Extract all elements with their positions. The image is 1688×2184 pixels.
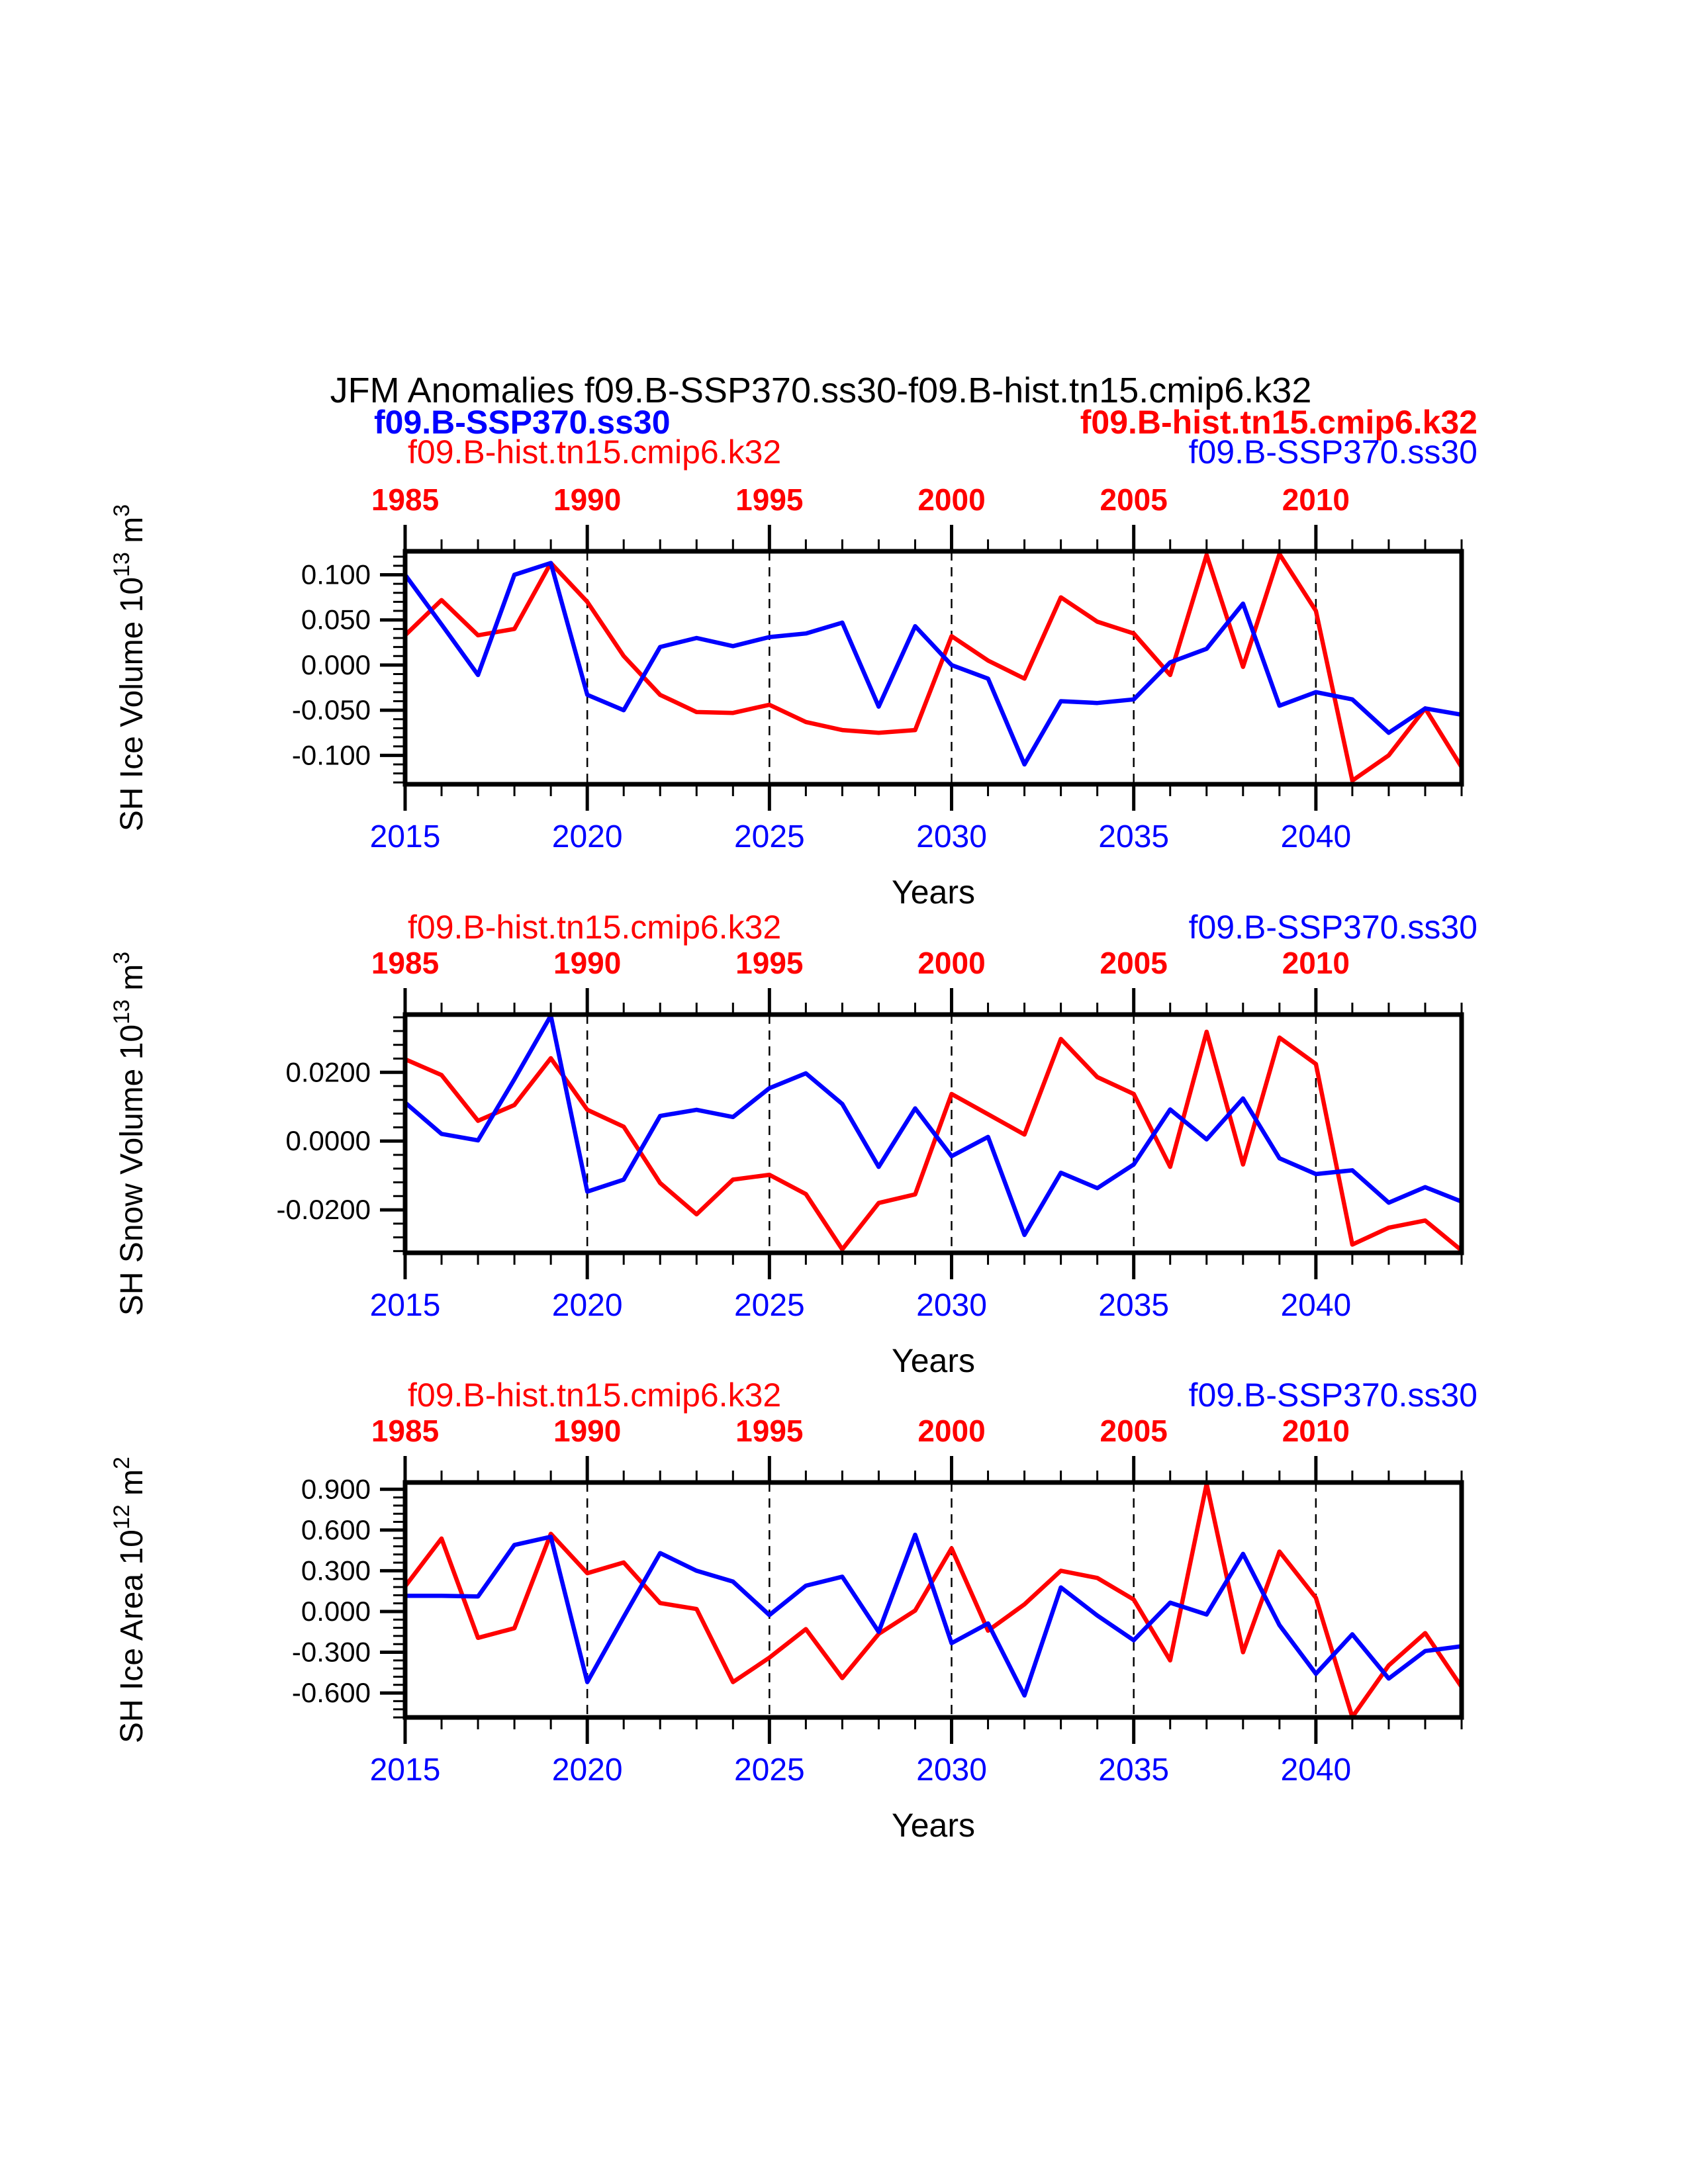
top-year-label-2010: 2010 <box>1282 482 1350 517</box>
legend-hist-row2: f09.B-hist.tn15.cmip6.k32 <box>408 1377 782 1414</box>
top-year-label-2010: 2010 <box>1282 1414 1350 1448</box>
top-year-label-2005: 2005 <box>1100 946 1168 980</box>
top-year-label-1985: 1985 <box>371 482 440 517</box>
x-axis-title: Years <box>891 1807 976 1844</box>
top-year-label-1985: 1985 <box>371 1414 440 1448</box>
y-tick-label-0.0200: 0.0200 <box>285 1056 371 1088</box>
top-year-label-1990: 1990 <box>553 482 622 517</box>
top-year-label-2000: 2000 <box>917 1414 986 1448</box>
bottom-year-label-2020: 2020 <box>551 819 623 854</box>
bottom-year-label-2040: 2040 <box>1280 1288 1352 1323</box>
top-year-label-2000: 2000 <box>917 946 986 980</box>
bottom-year-label-2025: 2025 <box>733 1288 805 1323</box>
y-tick-label--0.300: -0.300 <box>291 1636 371 1668</box>
bottom-year-label-2025: 2025 <box>733 1752 805 1788</box>
top-year-label-2010: 2010 <box>1282 946 1350 980</box>
top-year-label-1990: 1990 <box>553 946 622 980</box>
legend-hist-row2: f09.B-hist.tn15.cmip6.k32 <box>408 433 782 471</box>
y-tick-label-0.600: 0.600 <box>301 1514 371 1545</box>
x-axis-title: Years <box>891 1342 976 1379</box>
page-title: JFM Anomalies f09.B-SSP370.ss30-f09.B-hist.tn15.cmip6.k32 <box>330 371 1312 410</box>
bottom-year-label-2020: 2020 <box>551 1288 623 1323</box>
y-tick-label-0.0000: 0.0000 <box>285 1125 371 1157</box>
bottom-year-label-2015: 2015 <box>369 1288 441 1323</box>
y-tick-label-0.000: 0.000 <box>301 649 371 680</box>
top-year-label-2005: 2005 <box>1100 1414 1168 1448</box>
bottom-year-label-2025: 2025 <box>733 819 805 854</box>
legend-ssp370-row2: f09.B-SSP370.ss30 <box>1188 433 1477 471</box>
y-tick-label-0.000: 0.000 <box>301 1595 371 1627</box>
y-tick-label-0.900: 0.900 <box>301 1473 371 1505</box>
top-year-label-1995: 1995 <box>735 482 804 517</box>
top-year-label-2005: 2005 <box>1100 482 1168 517</box>
y-tick-label--0.600: -0.600 <box>291 1677 371 1709</box>
bottom-year-label-2040: 2040 <box>1280 1752 1352 1788</box>
y-tick-label--0.100: -0.100 <box>291 739 371 771</box>
top-year-label-1985: 1985 <box>371 946 440 980</box>
y-tick-label-0.050: 0.050 <box>301 604 371 635</box>
y-tick-label-0.300: 0.300 <box>301 1555 371 1586</box>
y-tick-label--0.0200: -0.0200 <box>276 1194 371 1226</box>
y-axis-title: SH Ice Volume $10^{13}$ $m^3$ <box>109 504 150 832</box>
bottom-year-label-2030: 2030 <box>916 819 987 854</box>
legend-ssp370-row2: f09.B-SSP370.ss30 <box>1188 1377 1477 1414</box>
legend-hist-row2: f09.B-hist.tn15.cmip6.k32 <box>408 909 782 946</box>
y-tick-label--0.050: -0.050 <box>291 694 371 726</box>
bottom-year-label-2035: 2035 <box>1098 1288 1170 1323</box>
bottom-year-label-2020: 2020 <box>551 1752 623 1788</box>
x-axis-title: Years <box>891 874 976 911</box>
top-year-label-1995: 1995 <box>735 946 804 980</box>
y-tick-label-0.100: 0.100 <box>301 559 371 590</box>
top-year-label-1990: 1990 <box>553 1414 622 1448</box>
legend-ssp370-row2: f09.B-SSP370.ss30 <box>1188 909 1477 946</box>
top-year-label-2000: 2000 <box>917 482 986 517</box>
top-year-label-1995: 1995 <box>735 1414 804 1448</box>
legend-ssp370-row1: f09.B-SSP370.ss30 <box>374 404 671 441</box>
bottom-year-label-2035: 2035 <box>1098 1752 1170 1788</box>
y-axis-title: SH Snow Volume $10^{13}$ $m^3$ <box>109 951 150 1316</box>
bottom-year-label-2035: 2035 <box>1098 819 1170 854</box>
bottom-year-label-2030: 2030 <box>916 1288 987 1323</box>
bottom-year-label-2015: 2015 <box>369 1752 441 1788</box>
y-axis-title: SH Ice Area $10^{12}$ $m^2$ <box>109 1457 150 1743</box>
bottom-year-label-2015: 2015 <box>369 819 441 854</box>
bottom-year-label-2040: 2040 <box>1280 819 1352 854</box>
legend-hist-row1: f09.B-hist.tn15.cmip6.k32 <box>1080 404 1477 441</box>
bottom-year-label-2030: 2030 <box>916 1752 987 1788</box>
